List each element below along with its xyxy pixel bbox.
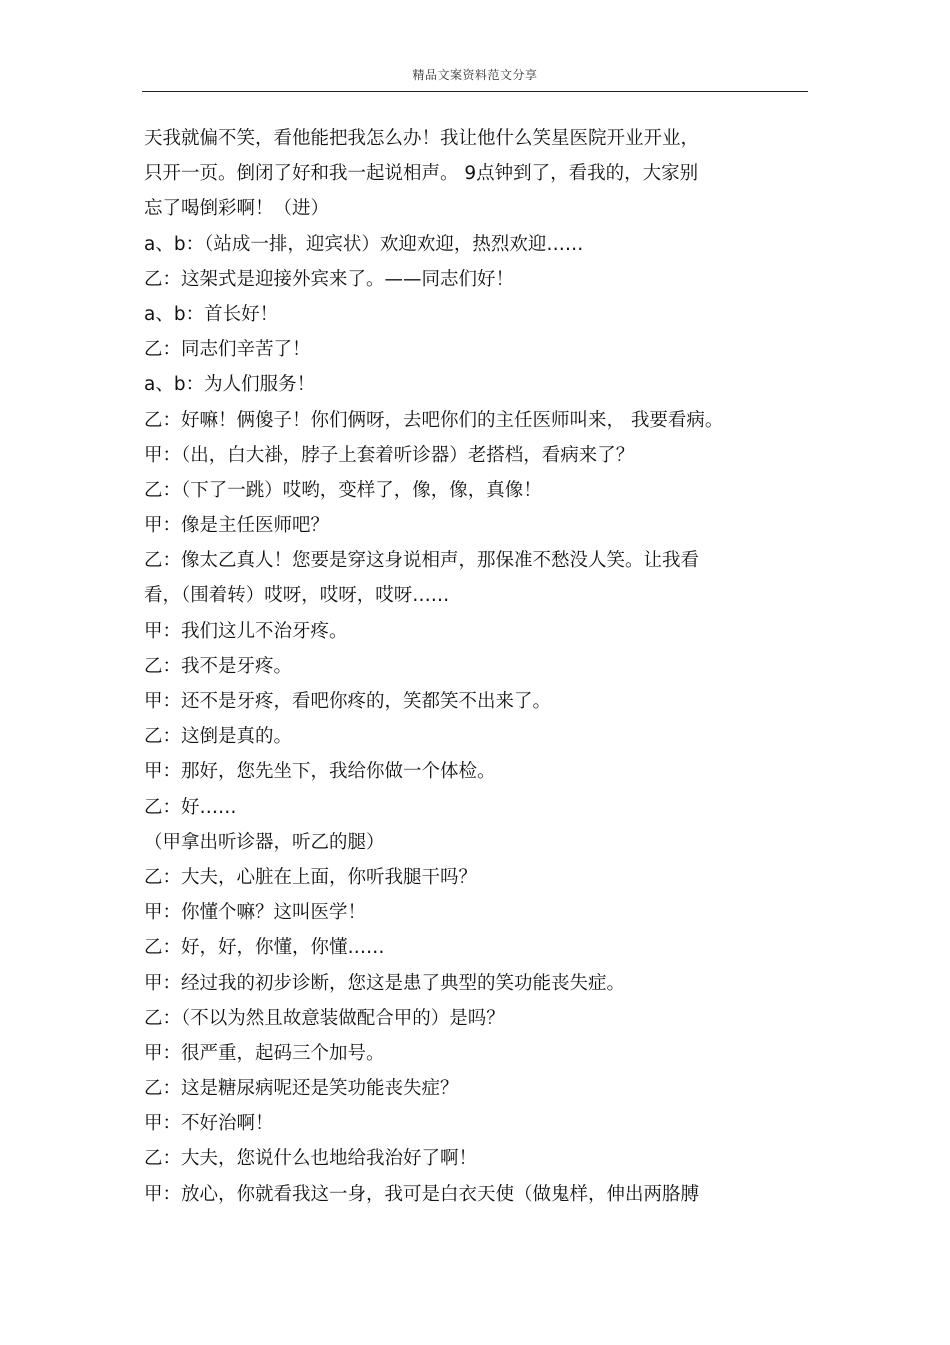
text-line: 乙：这倒是真的。 — [144, 726, 293, 748]
text-line: 看，（围着转）哎呀，哎呀，哎呀…… — [144, 585, 450, 607]
text-line: 乙：好…… — [144, 796, 237, 818]
header-divider — [142, 91, 808, 92]
text-line: 甲：很严重，起码三个加号。 — [144, 1042, 385, 1064]
text-line: 甲：放心，你就看我这一身，我可是白衣天使（做鬼样，伸出两胳膊 — [144, 1183, 700, 1205]
text-line: 只开一页。倒闭了好和我一起说相声。 9点钟到了，看我的，大家别 — [144, 163, 699, 185]
text-line: 乙：大夫，心脏在上面，你听我腿干吗？ — [144, 866, 478, 888]
text-line: 甲：还不是牙疼，看吧你疼的，笑都笑不出来了。 — [144, 691, 552, 712]
page-header: 精品文案资料范文分享 — [412, 68, 538, 82]
text-line: 甲：我们这儿不治牙疼。 — [144, 620, 348, 642]
text-line: 甲：经过我的初步诊断，您这是患了典型的笑功能丧失症。 — [144, 972, 626, 994]
text-line: 甲：那好，您先坐下，我给你做一个体检。 — [144, 761, 496, 783]
text-line: 乙：这架式是迎接外宾来了。——同志们好！ — [144, 268, 515, 290]
text-line: 甲：你懂个嘛？这叫医学！ — [144, 902, 367, 924]
text-line: 乙：大夫，您说什么也地给我治好了啊！ — [144, 1148, 478, 1170]
text-line: a、b：为人们服务！ — [144, 374, 316, 396]
text-line: 忘了喝倒彩啊！（进） — [144, 198, 330, 220]
text-line: 乙：好，好，你懂，你懂…… — [144, 937, 385, 959]
text-line: a、b：（站成一排，迎宾状）欢迎欢迎，热烈欢迎…… — [144, 233, 584, 255]
text-line: 乙：同志们辛苦了！ — [144, 339, 311, 361]
text-line: 天我就偏不笑，看他能把我怎么办！我让他什么笑星医院开业开业， — [144, 128, 700, 149]
text-line: 乙：（下了一跳）哎哟，变样了，像，像，真像！ — [144, 479, 542, 501]
text-line: 乙：这是糖尿病呢还是笑功能丧失症？ — [144, 1078, 459, 1100]
text-line: 乙：好嘛！俩傻子！你们俩呀，去吧你们的主任医师叫来， 我要看病。 — [144, 409, 724, 431]
text-line: 甲：不好治啊！ — [144, 1113, 274, 1135]
text-line: a、b：首长好！ — [144, 303, 279, 325]
text-line: 乙：（不以为然且故意装做配合甲的）是吗？ — [144, 1007, 505, 1029]
text-line: 乙：我不是牙疼。 — [144, 655, 293, 677]
script-body — [144, 121, 824, 1212]
text-line: 甲：像是主任医师吧？ — [144, 515, 330, 537]
text-line: 乙：像太乙真人！您要是穿这身说相声，那保准不愁没人笑。让我看 — [144, 550, 700, 572]
text-line: （甲拿出听诊器，听乙的腿） — [144, 831, 385, 853]
text-line: 甲：（出，白大褂，脖子上套着听诊器）老搭档，看病来了？ — [144, 444, 635, 466]
